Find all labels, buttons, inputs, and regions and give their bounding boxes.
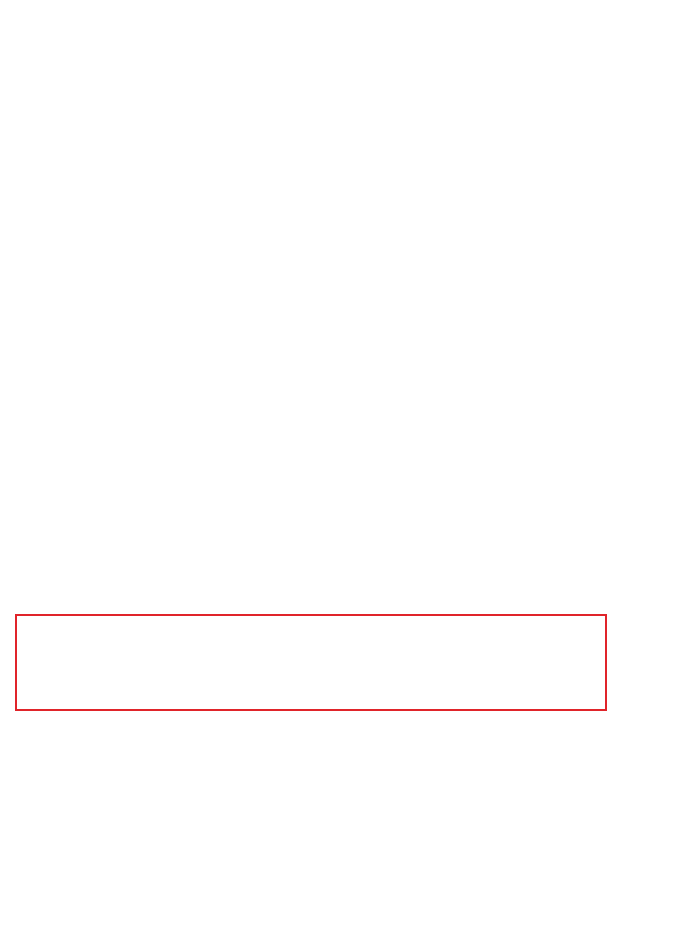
highlighted-line-2[interactable]	[67, 41, 612, 56]
madde-52-line	[67, 10, 612, 25]
highlighted-line-1[interactable]	[67, 25, 612, 40]
red-annotation-box	[15, 614, 607, 711]
heading-abonelik	[67, 0, 612, 10]
heading-sureli-yayin	[67, 56, 612, 71]
madde-53-line	[67, 71, 612, 86]
